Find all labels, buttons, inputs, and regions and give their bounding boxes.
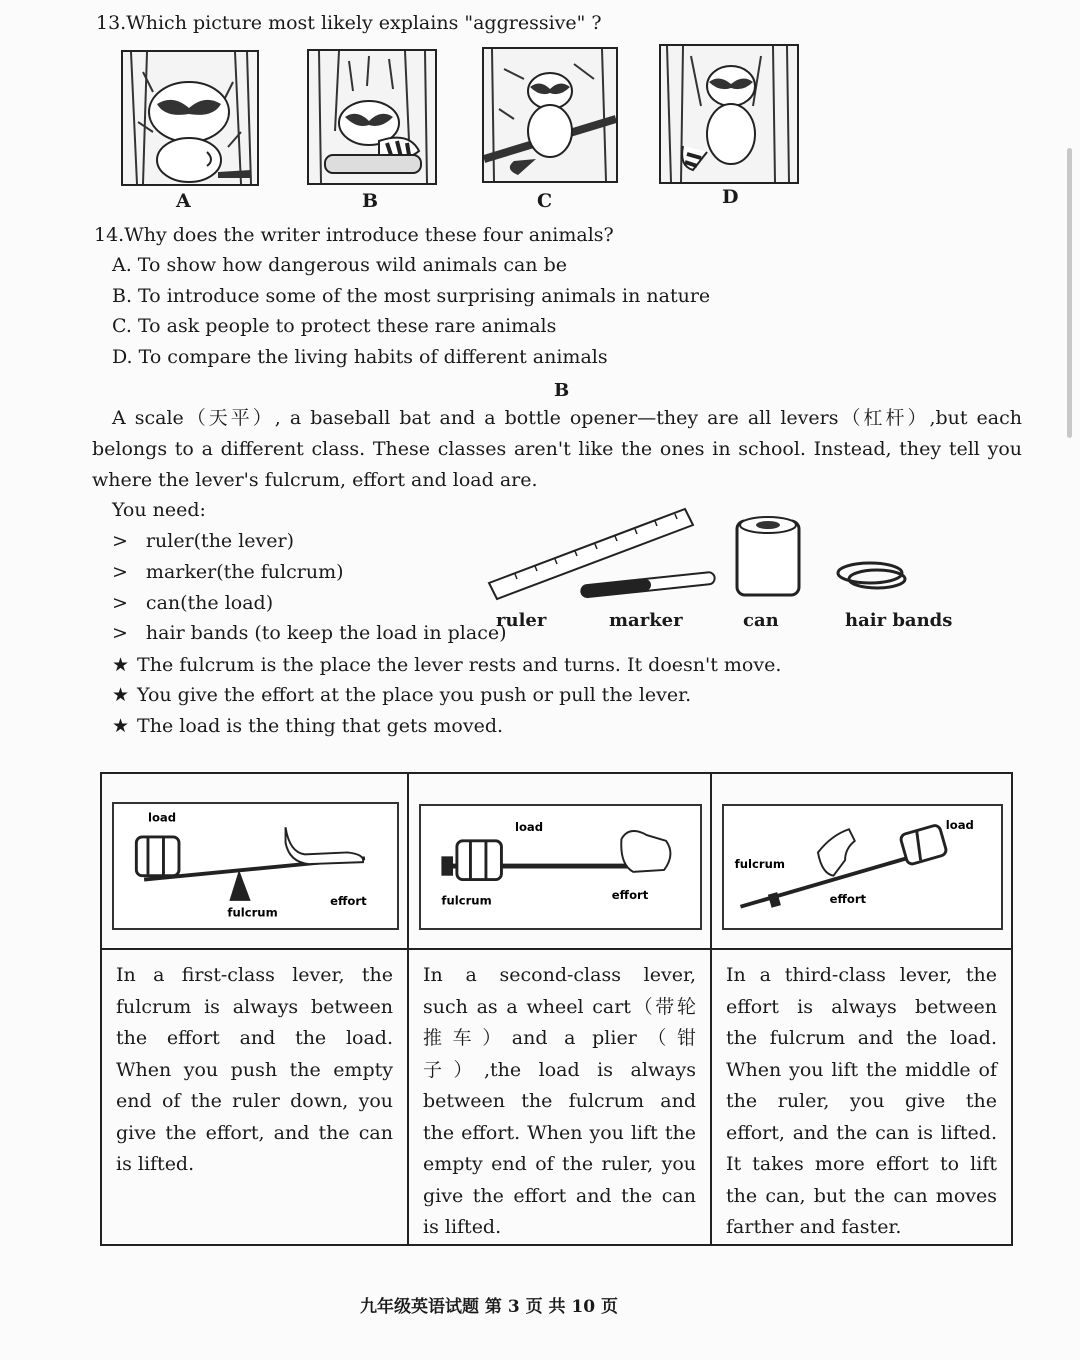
first-class-text-cell: [101, 949, 408, 1245]
q14-option-c: C. To ask people to protect these rare animals: [112, 315, 557, 337]
third-class-lever-diagram: [724, 806, 1001, 928]
third-class-text-cell: [711, 949, 1012, 1245]
raccoon-picture-a: [121, 50, 259, 186]
need-item-text: marker(the fulcrum): [145, 561, 344, 583]
first-class-description: In a first-class lever, the fulcrum is always between the effort and the load. When you push the empty end of the ruler down, you give the effort, and the can is lifted.: [116, 964, 393, 1175]
lever-table: [100, 772, 1013, 1246]
third-class-diagram-cell: [711, 773, 1012, 949]
bullet: >: [112, 561, 128, 583]
question-13: 13.Which picture most likely explains "aggressive" ?: [96, 12, 602, 34]
label-fulcrum: fulcrum: [227, 905, 278, 920]
q14-option-b: B. To introduce some of the most surprising animals in nature: [112, 285, 711, 307]
can-drawing: [737, 517, 799, 595]
bullet: >: [112, 530, 128, 552]
third-class-description: In a third-class lever, the effort is always between the fulcrum and the load. When you lift the middle of the ruler, you give the effort, and the can is lifted. It takes more effort to lift the can, but the can moves farther and faster.: [726, 964, 997, 1238]
need-item-text: hair bands (to keep the load in place): [145, 622, 507, 644]
tool-label-hair-bands: hair bands: [845, 610, 953, 631]
note-text: You give the effort at the place you push or pull the lever.: [137, 684, 692, 706]
need-item-can: [112, 592, 273, 614]
option-b-label: B: [362, 190, 379, 212]
note-load: [112, 715, 503, 737]
note-effort: [112, 684, 691, 706]
option-d-label: D: [722, 186, 739, 208]
raccoon-picture-d: [659, 44, 799, 184]
raccoon-picture-b: [307, 49, 437, 185]
label-effort: effort: [829, 891, 867, 906]
label-load: load: [147, 810, 177, 825]
note-text: The fulcrum is the place the lever rests and turns. It doesn't move.: [137, 654, 782, 676]
question-14: 14.Why does the writer introduce these four animals?: [94, 224, 614, 246]
first-class-diagram-cell: [101, 773, 408, 949]
label-load: load: [945, 818, 974, 833]
first-class-lever-diagram: [114, 804, 397, 928]
note-text: The load is the thing that gets moved.: [137, 715, 504, 737]
label-fulcrum: fulcrum: [441, 893, 492, 908]
star-icon: ★: [112, 715, 130, 737]
tool-label-marker: marker: [609, 610, 683, 631]
scrollbar[interactable]: [1067, 148, 1072, 438]
need-item-hair-bands: [112, 622, 507, 644]
bullet: >: [112, 592, 128, 614]
label-effort: effort: [611, 887, 649, 902]
label-load: load: [514, 820, 544, 835]
page-footer: 九年级英语试题 第 3 页 共 10 页: [360, 1297, 618, 1317]
q14-option-d: D. To compare the living habits of different animals: [112, 346, 608, 368]
second-class-description: In a second-class lever, such as a wheel cart（带轮推车）and a plier（钳子）,the load is always between the fulcrum and the effort. When you lift the empty end of the ruler, you give the effort and the can is lifted.: [423, 964, 696, 1238]
need-item-ruler: [112, 530, 294, 552]
need-item-text: ruler(the lever): [145, 530, 295, 552]
tools-illustration: [485, 505, 925, 605]
bullet: >: [112, 622, 128, 644]
marker-drawing: [581, 572, 716, 598]
second-class-lever-diagram: [421, 806, 700, 928]
section-heading: B: [554, 380, 570, 401]
second-class-text-cell: [408, 949, 711, 1245]
tool-label-ruler: ruler: [496, 610, 547, 631]
hair-bands-drawing: [838, 563, 905, 588]
need-item-marker: [112, 561, 344, 583]
raccoon-picture-c: [482, 47, 618, 183]
star-icon: ★: [112, 654, 130, 676]
star-icon: ★: [112, 684, 130, 706]
you-need-heading: You need:: [112, 499, 206, 521]
q14-option-a: A. To show how dangerous wild animals can be: [112, 254, 567, 276]
option-c-label: C: [537, 190, 553, 212]
option-a-label: A: [176, 190, 191, 212]
need-item-text: can(the load): [145, 592, 274, 614]
tool-label-can: can: [743, 610, 779, 631]
note-fulcrum: [112, 654, 781, 676]
section-intro: A scale（天平）, a baseball bat and a bottle opener—they are all levers（杠杆）,but each belongs to a different class. These classes aren't like the ones in school. Instead, they tell you where the lever's fulcrum, effort and load are.: [92, 407, 1022, 491]
label-effort: effort: [330, 893, 367, 908]
second-class-diagram-cell: [408, 773, 711, 949]
label-fulcrum: fulcrum: [734, 856, 785, 871]
